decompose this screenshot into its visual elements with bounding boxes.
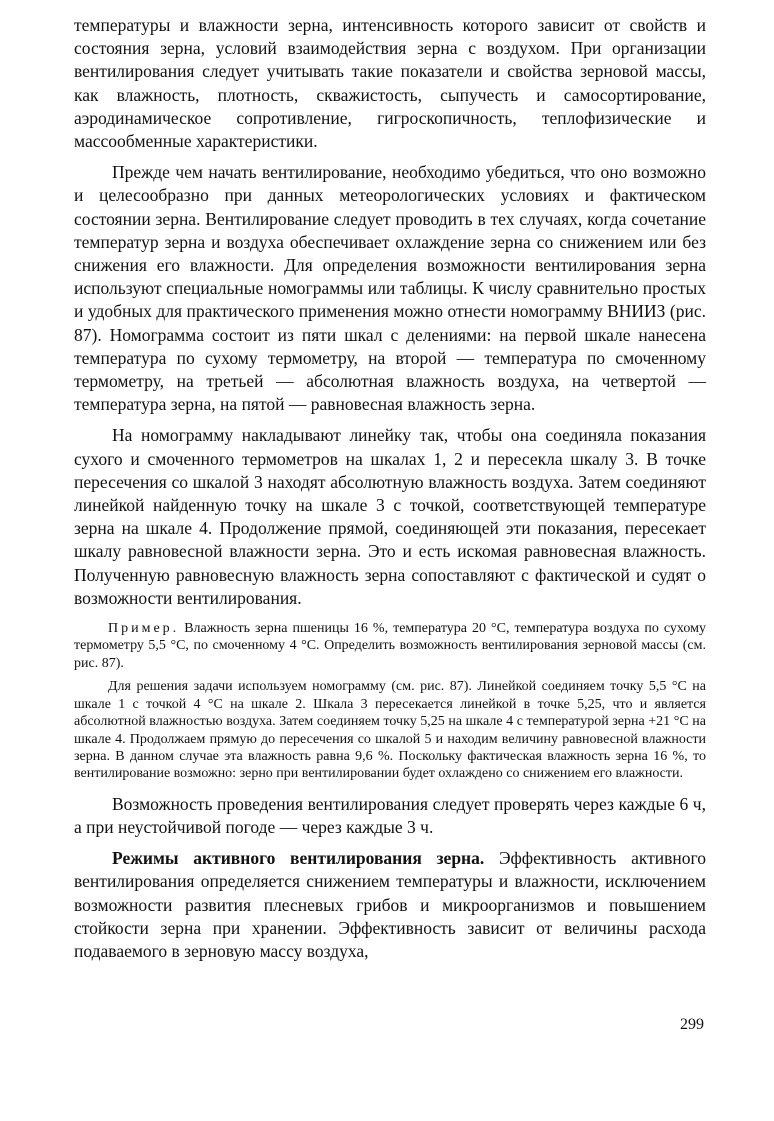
- example-text: Влажность зерна пшеницы 16 %, температура 20 °С, температура воздуха по сухому термометру 5,5 °С, по смоченному 4 °С. Определить возможность вентилирования зерновой массы (см. рис. 87).: [74, 621, 706, 671]
- example-label: Пример.: [108, 621, 180, 637]
- solution-paragraph: Для решения задачи используем номограмму (см. рис. 87). Линейкой соединяем точку 5,5 °С на шкале 1 с точкой 4 °С на шкале 2. Шкала 3 пересекается линейкой в точке 5,25, что и является абсолютной влажностью воздуха. Затем соединяем точку 5,25 на шкале 4 с температурой зерна +21 °С на шкале 4. Продолжаем прямую до пересечения со шкалой 5 и находим величину равновесной влажности зерна. В данном случае эта влажность равна 9,6 %. Поскольку фактическая влажность зерна 16 %, то вентилирование возможно: зерно при вентилировании будет охлаждено со снижением его влажности.: [74, 679, 706, 782]
- page-number: 299: [680, 1016, 704, 1033]
- section-heading: Режимы активного вентилирования зерна.: [112, 848, 485, 869]
- page-body: [74, 14, 706, 971]
- section-text: Эффективность активного вентилирования определяется снижением температуры и влажности, исключением возможности развития плесневых грибов и микроорганизмов и повышением стойкости зерна при хранении. Эффективность зависит от величины расхода подаваемого в зерновую массу воздуха,: [74, 848, 707, 961]
- paragraph-check-interval: Возможность проведения вентилирования следует проверять через каждые 6 ч, а при неустойчивой погоде — через каждые 3 ч.: [74, 793, 706, 837]
- paragraph-ventilation-modes: [74, 847, 706, 963]
- paragraph-continuation: температуры и влажности зерна, интенсивность которого зависит от свойств и состояния зерна, условий взаимодействия зерна с воздухом. При организации вентилирования следует учитывать такие показатели и свойства зерновой массы, как влажность, плотность, скважистость, сыпучесть и самосортирование, аэродинамическое сопротивление, гигроскопичность, теплофизические и массообменные характеристики.: [74, 15, 706, 152]
- paragraph-ventilation-nomogram: Прежде чем начать вентилирование, необходимо убедиться, что оно возможно и целесообразно при данных метеорологических условиях и фактическом состоянии зерна. Вентилирование следует проводить в тех случаях, когда сочетание температур зерна и воздуха обеспечивает охлаждение зерна со снижением или без снижения его влажности. Для определения возможности вентилирования зерна используют специальные номограммы или таблицы. К числу сравнительно простых и удобных для практического применения можно отнести номограмму ВНИИЗ (рис. 87). Номограмма состоит из пяти шкал с делениями: на первой шкале нанесена температура по сухому термометру, на второй — температура по смоченному термометру, на третьей — абсолютная влажность воздуха, на четвертой — температура зерна, на пятой — равновесная влажность зерна.: [74, 162, 706, 415]
- example-paragraph: [74, 620, 706, 672]
- paragraph-nomogram-usage: На номограмму накладывают линейку так, чтобы она соединяла показания сухого и смоченного термометров на шкалах 1, 2 и пересекла шкалу 3. В точке пересечения со шкалой 3 находят абсолютную влажность воздуха. Затем соединяют линейкой найденную точку на шкале 3 с точкой, соответствующей температуре зерна на шкале 4. Продолжение прямой, соединяющей эти показания, пересекает шкалу равновесной влажности зерна. Это и есть искомая равновесная влажность. Полученную равновесную влажность зерна сопоставляют с фактической и судят о возможности вентилирования.: [74, 425, 706, 608]
